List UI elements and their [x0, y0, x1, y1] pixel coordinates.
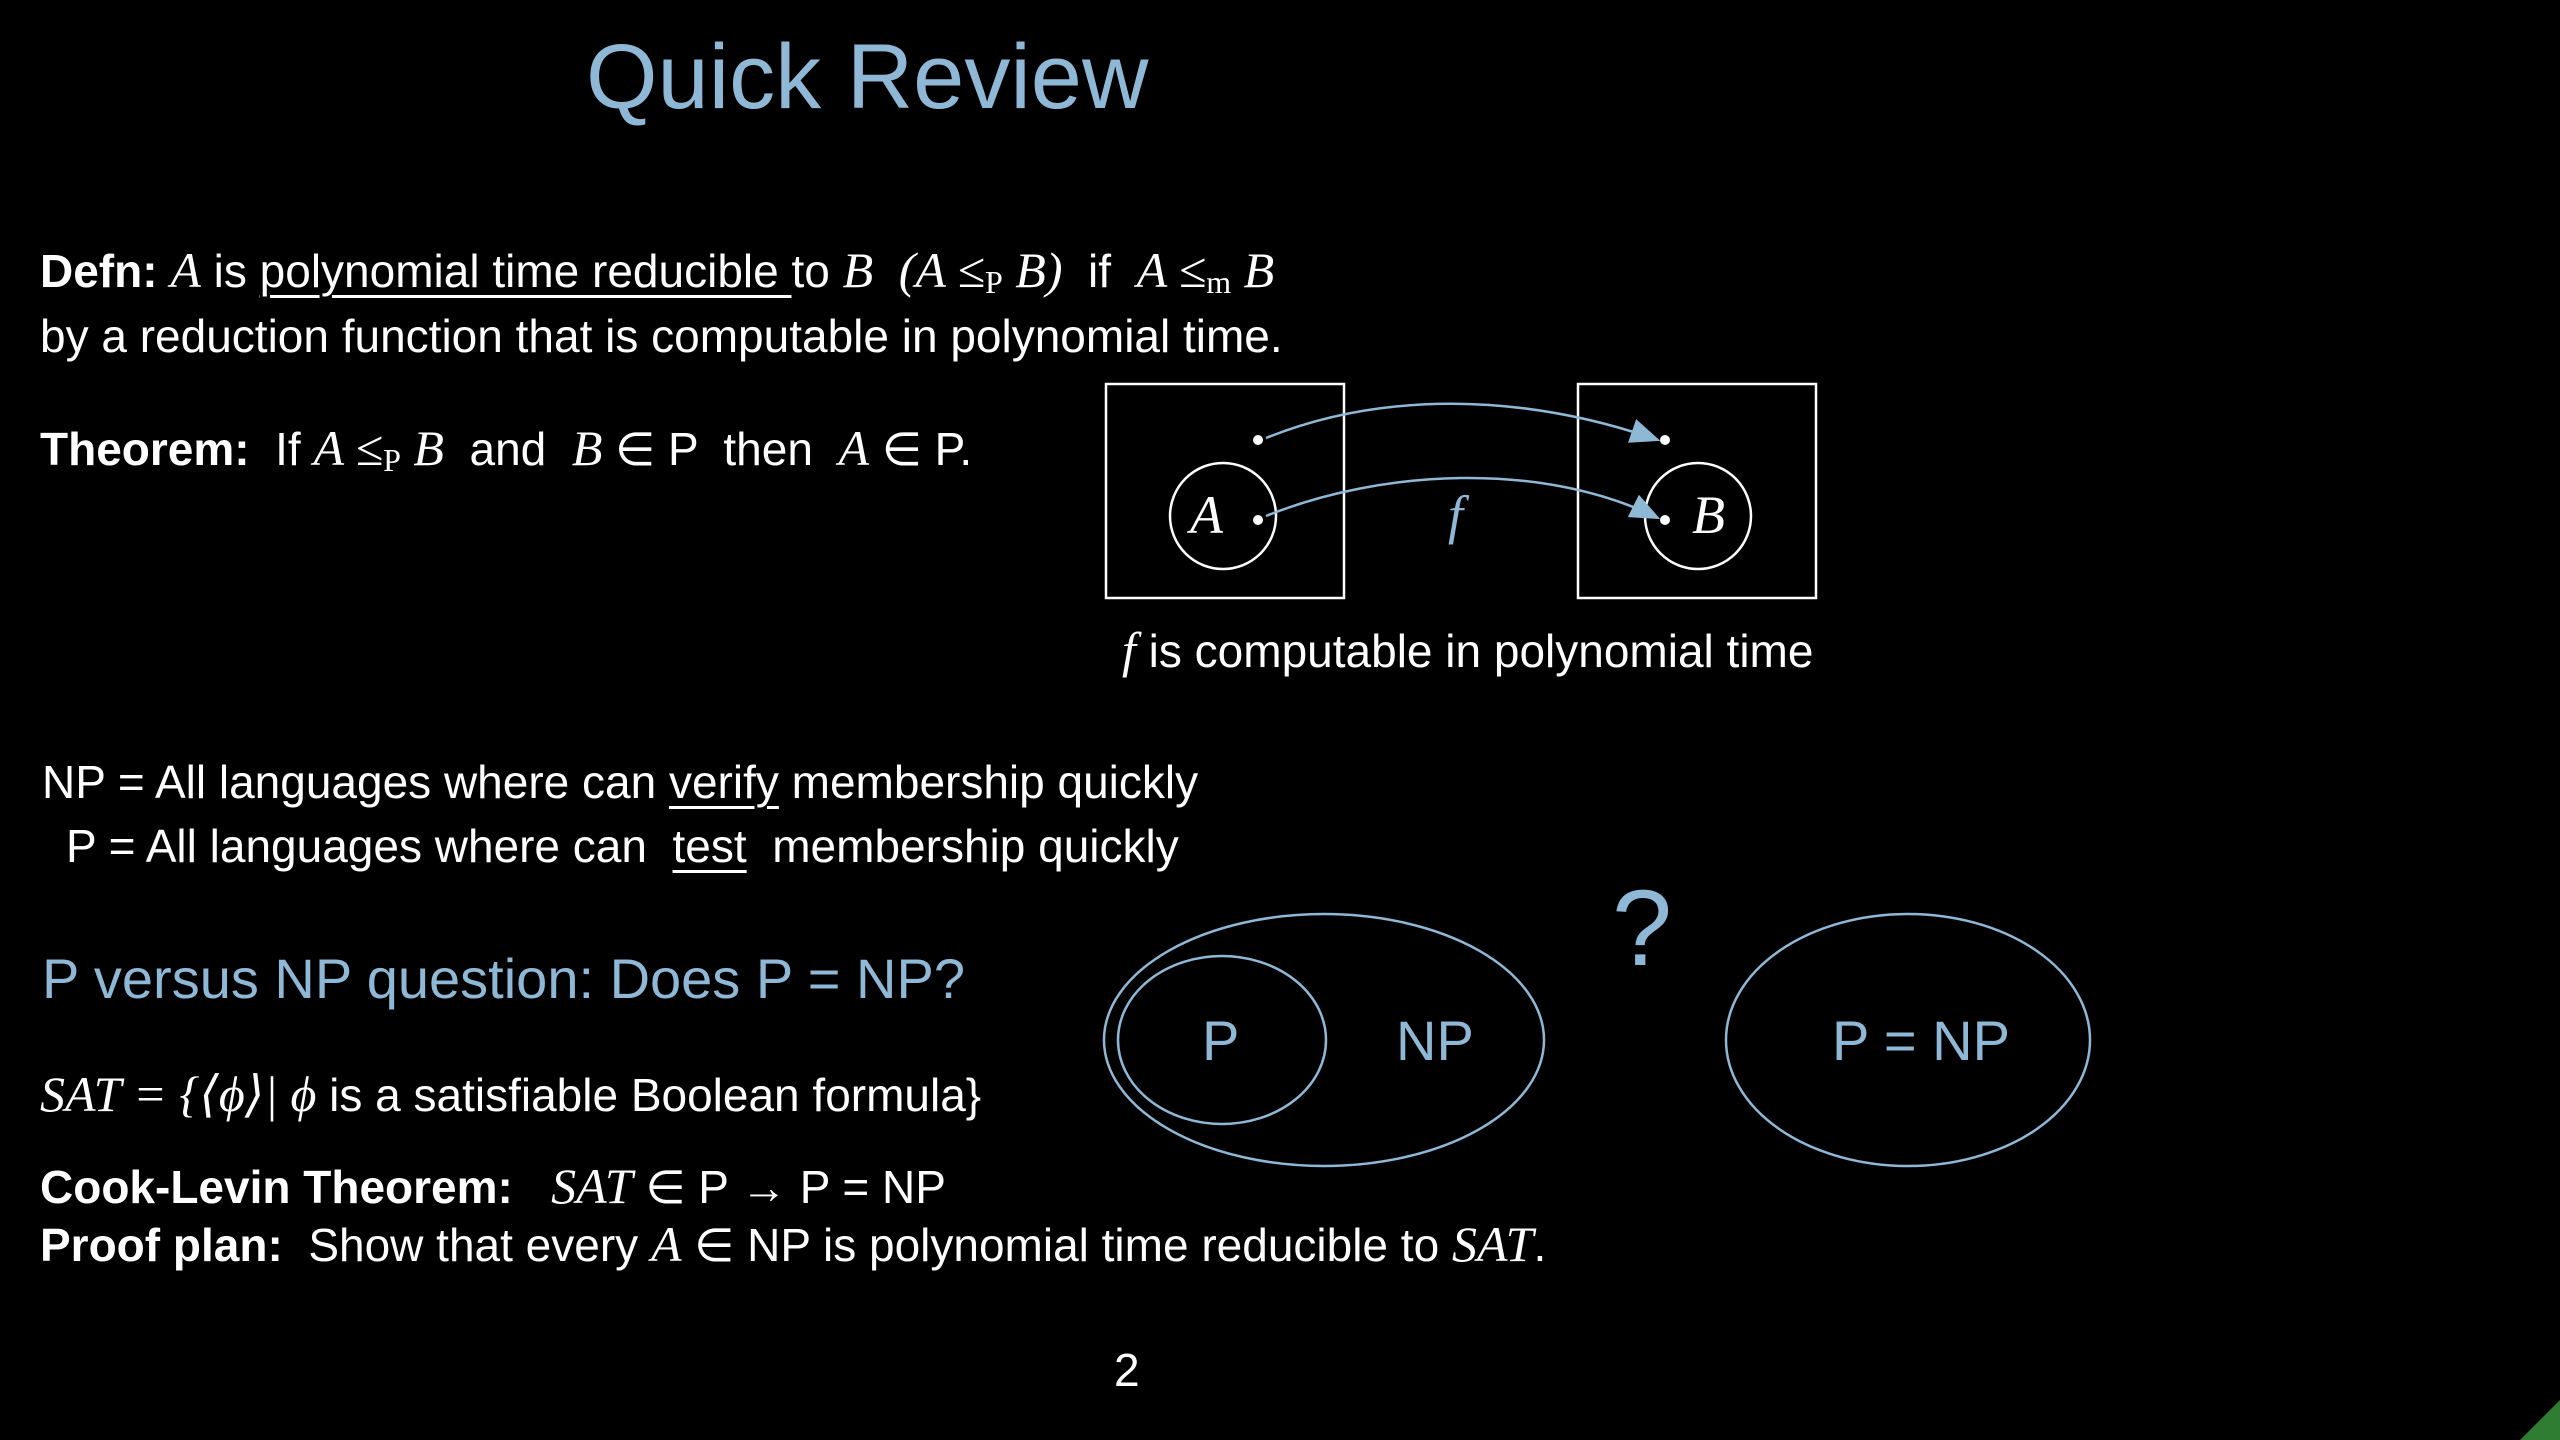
np-verify: verify: [668, 756, 779, 808]
p-prefix: P = All languages where can: [66, 820, 660, 872]
proof-plan-end: .: [1533, 1219, 1547, 1271]
p-suffix: membership quickly: [772, 820, 1179, 872]
cook-levin-label: Cook-Levin Theorem:: [40, 1161, 513, 1213]
cook-levin-line: [40, 1156, 946, 1217]
venn-equal-label: P = NP: [1832, 1009, 2010, 1072]
diagram-function-label: f: [1448, 485, 1464, 545]
theorem-expr3-var: A: [838, 420, 870, 476]
slide-title: Quick Review: [586, 26, 1149, 128]
proof-plan-text1: Show that every: [308, 1219, 651, 1271]
cook-levin-sat: SAT: [551, 1158, 633, 1214]
diagram-caption: [1122, 620, 1813, 681]
theorem-expr3-rest: ∈ P.: [881, 423, 973, 475]
caption-text: is computable in polynomial time: [1135, 625, 1814, 677]
np-ellipse: [1104, 914, 1544, 1166]
venn-p-label: P: [1202, 1009, 1240, 1072]
p-test: test: [672, 820, 747, 872]
defn-sub-m: m: [1206, 264, 1232, 300]
sat-rhs: is a satisfiable Boolean formula}: [316, 1069, 982, 1121]
cook-levin-rest: ∈ P → P = NP: [632, 1161, 946, 1213]
np-definition: [42, 752, 1198, 812]
defn-sub-p: P: [984, 264, 1003, 300]
mapping-arrow-top: [1266, 404, 1658, 440]
theorem-if: If: [275, 423, 301, 475]
point-in-a: [1253, 515, 1263, 525]
defn-is: is: [213, 245, 247, 297]
theorem-expr2-rest: ∈ P: [615, 423, 698, 475]
theorem-expr1-end: B: [400, 420, 444, 476]
theorem-expr2-var: B: [571, 420, 603, 476]
defn-cond: A ≤: [1136, 242, 1207, 298]
proof-plan-sat: SAT: [1451, 1216, 1534, 1272]
defn-cond-end: B: [1231, 242, 1275, 298]
proof-plan-text2: ∈ NP is polynomial time reducible to: [681, 1219, 1452, 1271]
p-definition: [66, 816, 1179, 876]
theorem-expr1: A ≤: [313, 420, 384, 476]
venn-np-label: NP: [1396, 1009, 1474, 1072]
defn-label: Defn:: [40, 245, 158, 297]
domain-box: [1106, 384, 1344, 598]
proof-plan-label: Proof plan:: [40, 1219, 283, 1271]
sat-lhs: SAT = {⟨ϕ⟩| ϕ: [40, 1066, 317, 1122]
proof-plan-var: A: [650, 1216, 682, 1272]
defn-if: if: [1088, 245, 1112, 297]
page-number: 2: [1114, 1344, 1140, 1396]
p-vs-np-question: P versus NP question: Does P = NP?: [42, 947, 965, 1010]
diagram-label-b: B: [1692, 485, 1725, 545]
definition-line-2: by a reduction function that is computable in polynomial time.: [40, 310, 1283, 362]
point-outside-a: [1253, 435, 1263, 445]
np-prefix: NP = All languages where can: [42, 756, 669, 808]
theorem-and: and: [469, 423, 547, 475]
np-suffix: membership quickly: [778, 756, 1199, 808]
proof-plan-line: [40, 1214, 1546, 1275]
defn-paren-end: B): [1002, 242, 1063, 298]
defn-var-b: B: [842, 242, 874, 298]
theorem-label: Theorem:: [40, 423, 250, 475]
theorem-then: then: [723, 423, 813, 475]
diagram-label-a: A: [1190, 485, 1223, 545]
defn-var-a: A: [170, 242, 201, 298]
theorem-sub-p: P: [383, 442, 401, 478]
defn-to: to: [791, 245, 830, 297]
sat-definition: [40, 1064, 981, 1125]
question-mark: ?: [1612, 867, 1673, 988]
point-in-b: [1660, 515, 1670, 525]
defn-term: polynomial time reducible: [259, 245, 792, 297]
defn-paren-expr: (A ≤: [898, 242, 985, 298]
caption-f: f: [1122, 622, 1136, 678]
point-outside-b: [1660, 435, 1670, 445]
corner-triangle: [2520, 1400, 2560, 1440]
